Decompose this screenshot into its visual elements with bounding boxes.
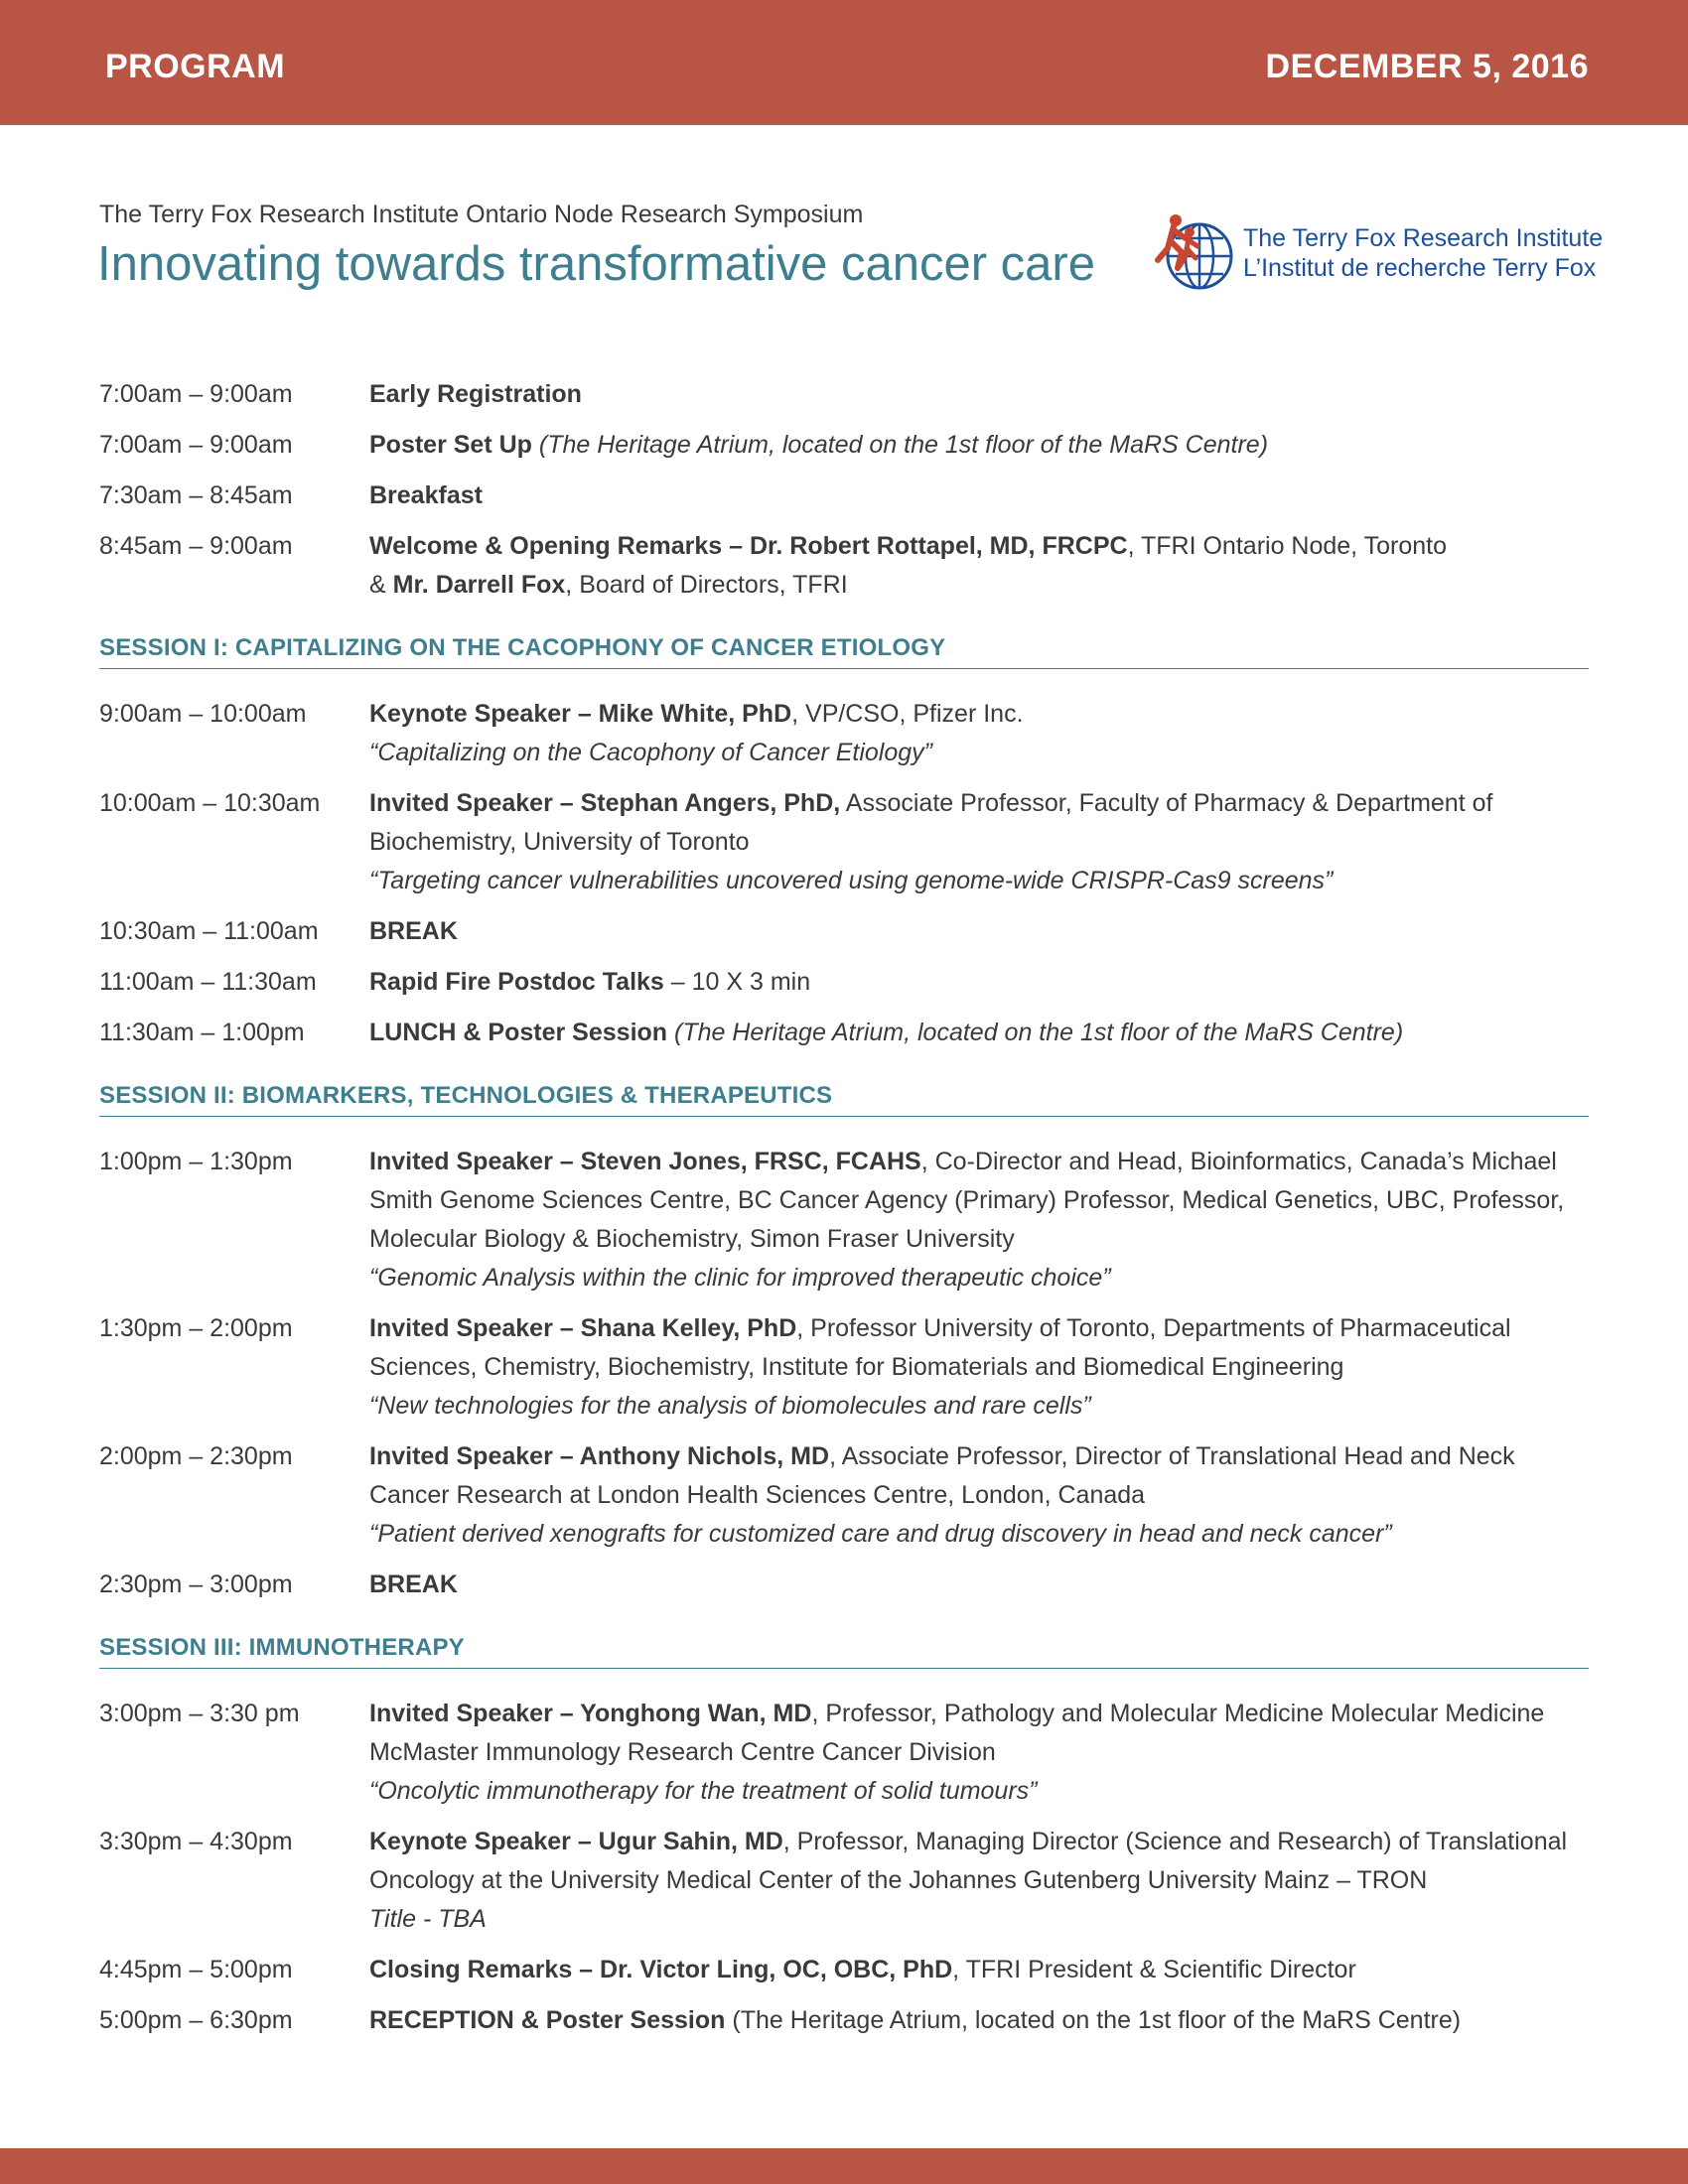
row-detail: – 10 X 3 min: [663, 968, 811, 996]
row-title: BREAK: [369, 917, 458, 945]
row-time: 8:45am – 9:00am: [99, 532, 293, 560]
row-detail: , Professor University of Toronto, Departments of Pharmaceutical Sciences, Chemistry, Biochemistry, Institute for Biomaterials and Biomedical Engineering: [369, 1314, 1511, 1381]
row-description: [369, 2001, 1589, 2040]
row-description: [369, 963, 1589, 1002]
row-description: [369, 426, 1589, 465]
row-description: [369, 695, 1589, 772]
session-3-block: [99, 1695, 1589, 2040]
row-time: 1:00pm – 1:30pm: [99, 1148, 293, 1175]
schedule-row: [99, 1695, 1589, 1811]
row-description: [369, 527, 1589, 605]
schedule-row: [99, 1309, 1589, 1426]
row-detail: , Professor, Managing Director (Science and Research) of Translational Oncology at the University Medical Center of the Johannes Gutenberg University Mainz – TRON: [369, 1828, 1568, 1894]
talk-title: “Capitalizing on the Cacophony of Cancer Etiology”: [369, 739, 932, 766]
row-description: [369, 784, 1589, 900]
event-title: Innovating towards transformative cancer care: [97, 237, 1095, 291]
schedule-row: [99, 912, 1589, 951]
header-program-label: PROGRAM: [105, 48, 286, 85]
row-detail: , VP/CSO, Pfizer Inc.: [791, 700, 1024, 728]
talk-title: Title - TBA: [369, 1905, 487, 1933]
row-time: 3:30pm – 4:30pm: [99, 1828, 293, 1855]
row-title: Invited Speaker – Steven Jones, FRSC, FCAHS: [369, 1148, 921, 1175]
row-detail: , TFRI Ontario Node, Toronto: [1127, 532, 1448, 560]
schedule-row: [99, 1951, 1589, 1989]
session-1-block: [99, 695, 1589, 1052]
schedule-row: [99, 2001, 1589, 2040]
row-title: Welcome & Opening Remarks – Dr. Robert Rottapel, MD, FRCPC: [369, 532, 1128, 560]
row-time: 5:00pm – 6:30pm: [99, 2006, 293, 2034]
schedule-row: [99, 1566, 1589, 1604]
row-title: Poster Set Up: [369, 431, 532, 459]
row-time: 4:45pm – 5:00pm: [99, 1956, 293, 1983]
row-detail: , Professor, Pathology and Molecular Medicine Molecular Medicine McMaster Immunology Research Centre Cancer Division: [369, 1700, 1545, 1766]
row-description: [369, 1437, 1589, 1554]
row-detail: , TFRI President & Scientific Director: [952, 1956, 1356, 1983]
talk-title: “Patient derived xenografts for customized care and drug discovery in head and neck cancer”: [369, 1520, 1392, 1548]
row-detail: (The Heritage Atrium, located on the 1st floor of the MaRS Centre): [725, 2006, 1462, 2034]
row-description: [369, 1823, 1589, 1939]
row-time: 9:00am – 10:00am: [99, 700, 307, 728]
row-title: Invited Speaker – Anthony Nichols, MD: [369, 1442, 830, 1470]
schedule-row: [99, 1143, 1589, 1297]
tfri-logo: [1154, 208, 1604, 298]
row-title: Keynote Speaker – Ugur Sahin, MD: [369, 1828, 783, 1855]
row-title: Rapid Fire Postdoc Talks: [369, 968, 664, 996]
logo-text-french: L’Institut de recherche Terry Fox: [1243, 254, 1597, 282]
logo-text-english: The Terry Fox Research Institute: [1243, 224, 1604, 252]
row-title: Mr. Darrell Fox: [392, 571, 566, 599]
session-2-block: [99, 1143, 1589, 1604]
row-description: [369, 477, 1589, 515]
header-bar: [0, 0, 1688, 125]
schedule-row: [99, 1014, 1589, 1052]
talk-title: “New technologies for the analysis of biomolecules and rare cells”: [369, 1392, 1091, 1420]
schedule-row: [99, 784, 1589, 900]
row-detail: , Co-Director and Head, Bioinformatics, Canada’s Michael Smith Genome Sciences Centre, BC Cancer Agency (Primary) Professor, Medical Genetics, UBC, Professor, Molecular Biology & Biochemistry, Simon Fraser University: [369, 1148, 1565, 1253]
program-schedule: [99, 375, 1589, 2052]
row-title: Invited Speaker – Yonghong Wan, MD: [369, 1700, 812, 1727]
row-time: 3:00pm – 3:30 pm: [99, 1700, 300, 1727]
row-title: Invited Speaker – Shana Kelley, PhD: [369, 1314, 797, 1342]
row-title: BREAK: [369, 1570, 458, 1598]
row-title: LUNCH & Poster Session: [369, 1019, 668, 1046]
row-description: [369, 1695, 1589, 1811]
row-detail: Associate Professor, Faculty of Pharmacy & Department of Biochemistry, University of Toronto: [369, 789, 1493, 856]
schedule-row: [99, 375, 1589, 414]
row-location: (The Heritage Atrium, located on the 1st floor of the MaRS Centre): [667, 1019, 1404, 1046]
row-description: [369, 912, 1589, 951]
row-title: Breakfast: [369, 481, 483, 509]
event-subtitle: The Terry Fox Research Institute Ontario Node Research Symposium: [99, 201, 864, 228]
row-time: 7:00am – 9:00am: [99, 380, 293, 408]
row-time: 10:30am – 11:00am: [99, 917, 319, 945]
row-detail: , Associate Professor, Director of Translational Head and Neck Cancer Research at London Health Sciences Centre, London, Canada: [369, 1442, 1515, 1509]
row-title: Keynote Speaker – Mike White, PhD: [369, 700, 792, 728]
row-time: 11:00am – 11:30am: [99, 968, 317, 996]
opening-block: [99, 375, 1589, 605]
row-title: Invited Speaker – Stephan Angers, PhD,: [369, 789, 841, 817]
row-time: 1:30pm – 2:00pm: [99, 1314, 293, 1342]
schedule-row: [99, 695, 1589, 772]
schedule-row: [99, 426, 1589, 465]
row-location: (The Heritage Atrium, located on the 1st floor of the MaRS Centre): [531, 431, 1269, 459]
row-detail: &: [369, 571, 393, 599]
globe-runner-icon: [1154, 208, 1239, 294]
session-heading: SESSION II: BIOMARKERS, TECHNOLOGIES & THERAPEUTICS: [99, 1082, 1589, 1117]
row-time: 7:30am – 8:45am: [99, 481, 293, 509]
row-description: [369, 1309, 1589, 1426]
row-description: [369, 375, 1589, 414]
schedule-row: [99, 1823, 1589, 1939]
footer-bar: [0, 2148, 1688, 2184]
session-heading: SESSION I: CAPITALIZING ON THE CACOPHONY OF CANCER ETIOLOGY: [99, 634, 1589, 669]
talk-title: “Oncolytic immunotherapy for the treatment of solid tumours”: [369, 1777, 1038, 1805]
schedule-row: [99, 963, 1589, 1002]
row-description: [369, 1951, 1589, 1989]
schedule-row: [99, 477, 1589, 515]
session-heading: SESSION III: IMMUNOTHERAPY: [99, 1634, 1589, 1669]
row-time: 2:30pm – 3:00pm: [99, 1570, 293, 1598]
schedule-row: [99, 1437, 1589, 1554]
row-time: 7:00am – 9:00am: [99, 431, 293, 459]
row-time: 2:00pm – 2:30pm: [99, 1442, 293, 1470]
row-title: Closing Remarks – Dr. Victor Ling, OC, OBC, PhD: [369, 1956, 953, 1983]
row-detail: , Board of Directors, TFRI: [565, 571, 848, 599]
row-description: [369, 1143, 1589, 1297]
talk-title: “Genomic Analysis within the clinic for improved therapeutic choice”: [369, 1264, 1111, 1292]
row-time: 11:30am – 1:00pm: [99, 1019, 305, 1046]
talk-title: “Targeting cancer vulnerabilities uncovered using genome-wide CRISPR-Cas9 screens”: [369, 867, 1334, 894]
row-title: RECEPTION & Poster Session: [369, 2006, 726, 2034]
row-time: 10:00am – 10:30am: [99, 789, 321, 817]
row-description: [369, 1566, 1589, 1604]
row-description: [369, 1014, 1589, 1052]
row-title: Early Registration: [369, 380, 582, 408]
header-date: DECEMBER 5, 2016: [1265, 48, 1589, 85]
schedule-row: [99, 527, 1589, 605]
